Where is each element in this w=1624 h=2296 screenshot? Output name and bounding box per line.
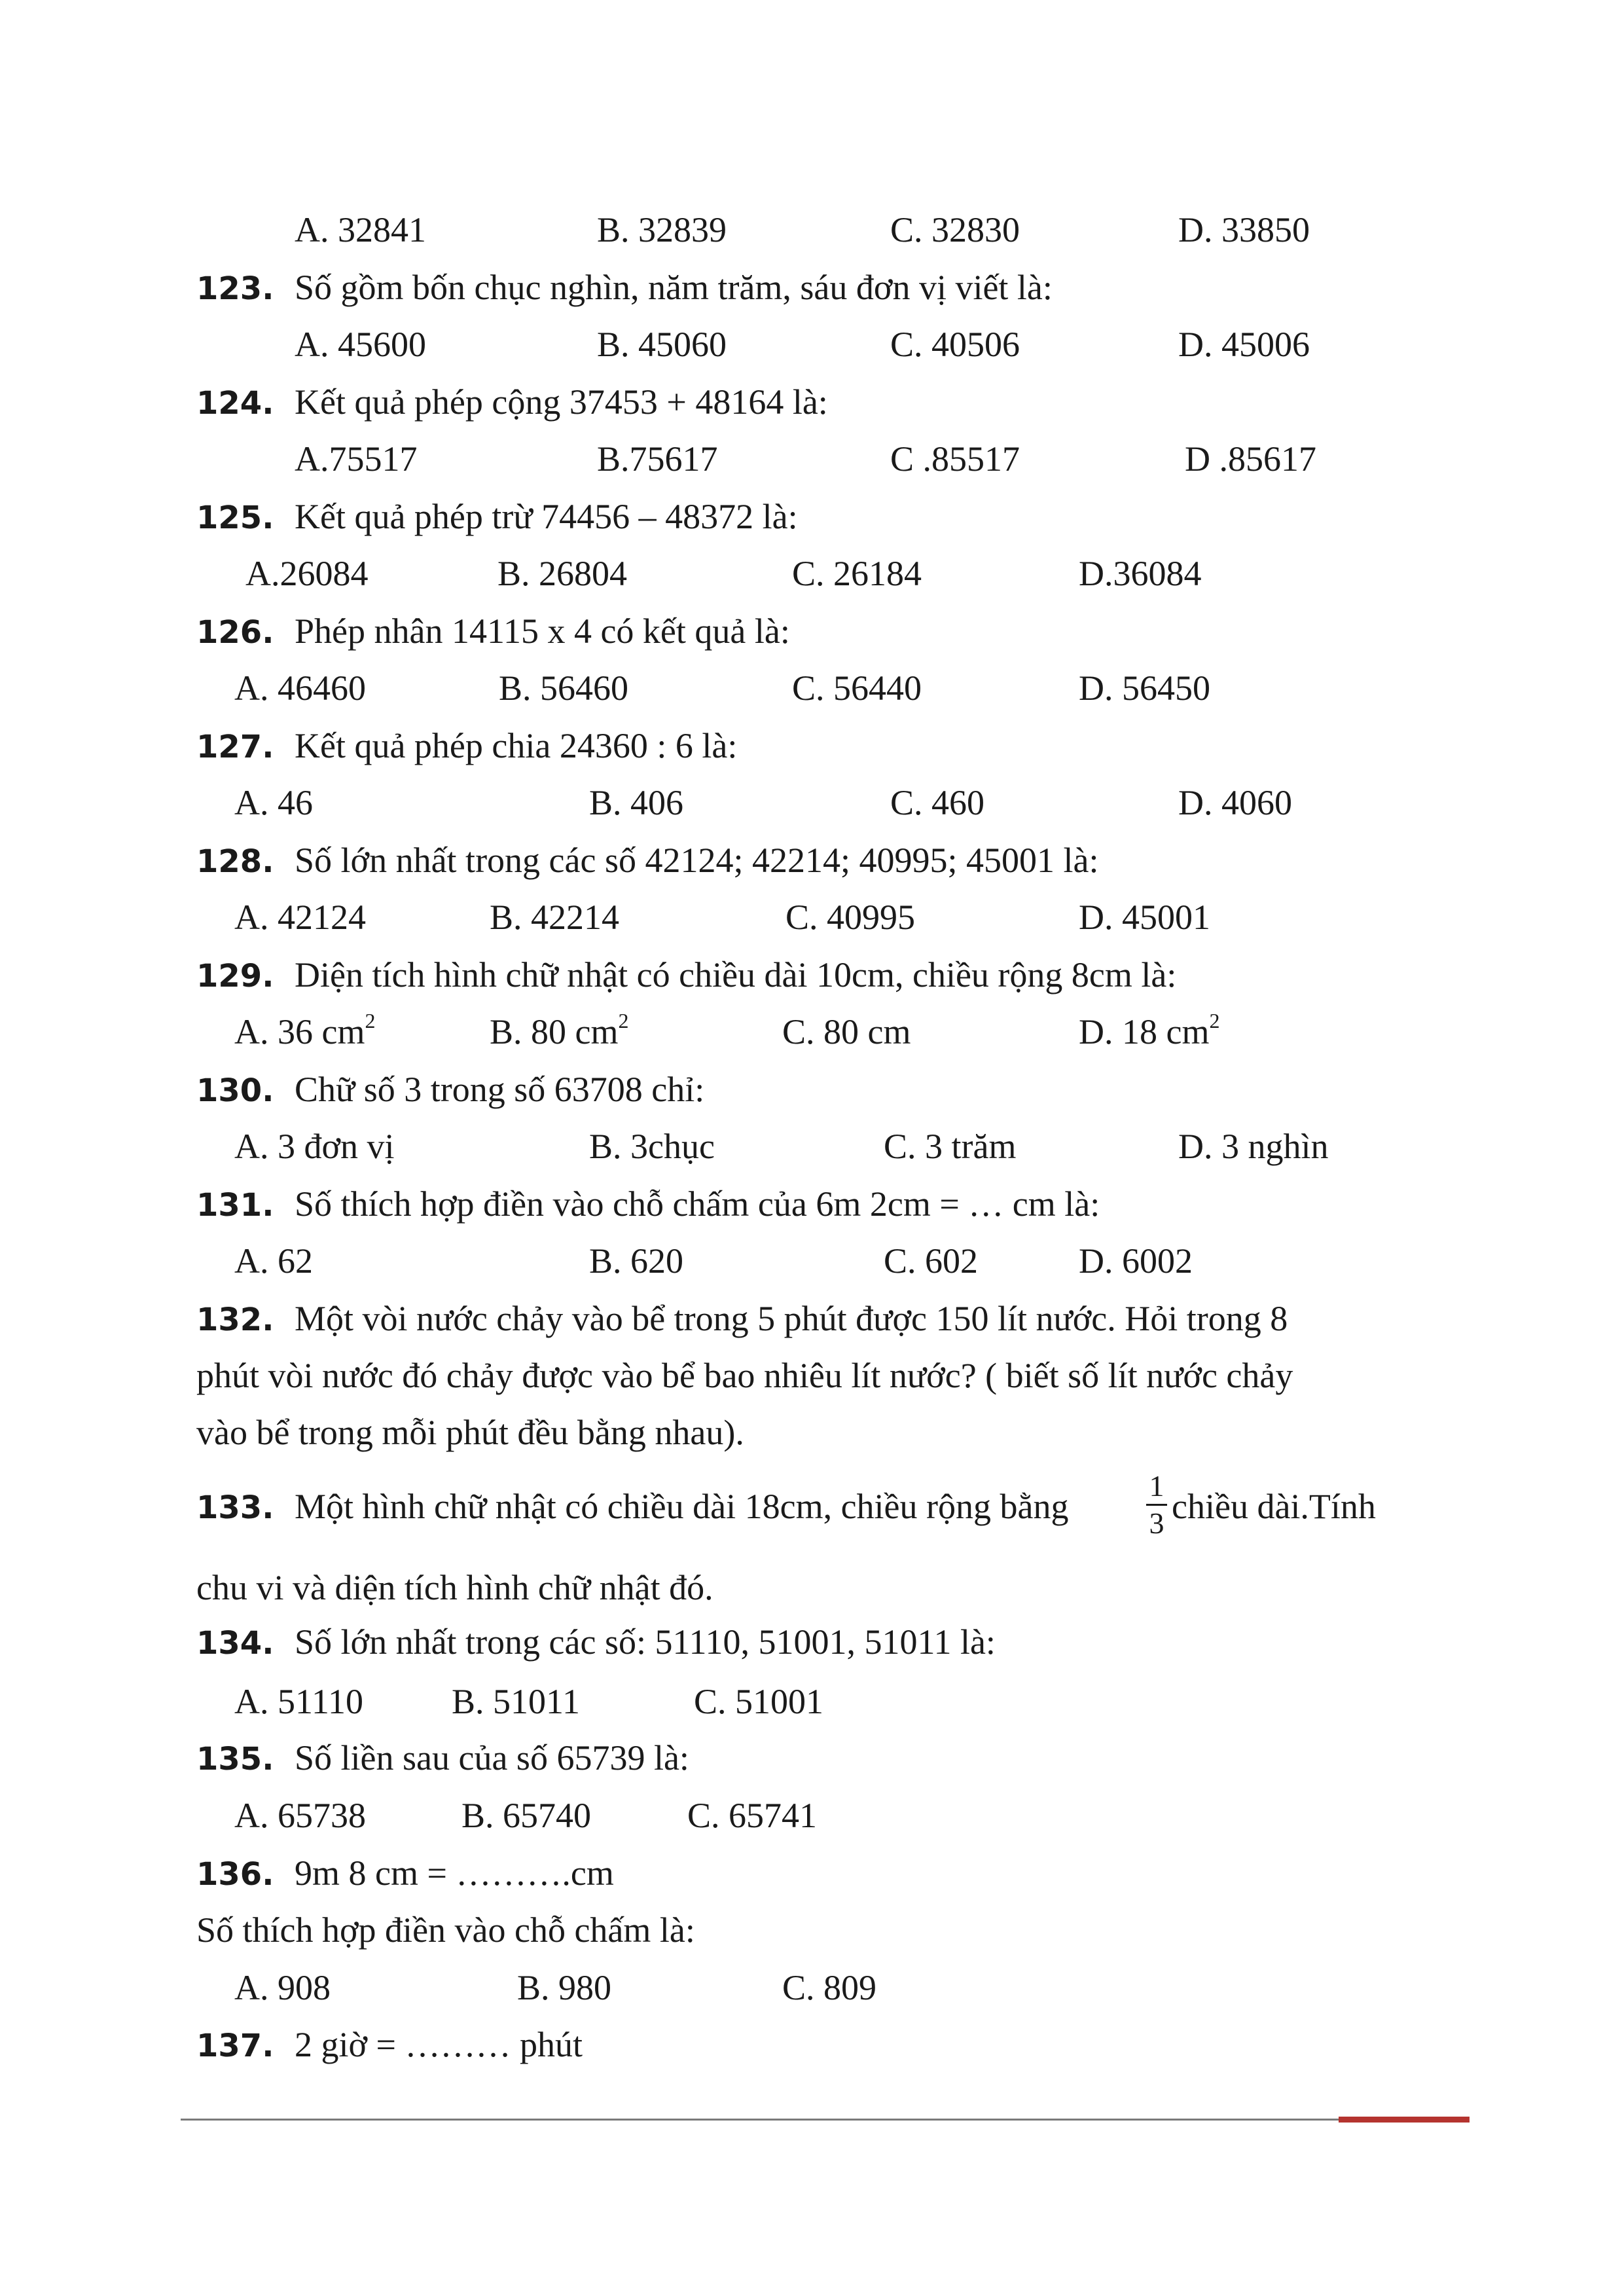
option-c: C. 40506	[890, 325, 1020, 364]
squared-exponent: 2	[618, 1009, 629, 1032]
question-number: 137.	[196, 2028, 274, 2064]
question-number: 133.	[196, 1489, 274, 1526]
question-number: 126.	[196, 614, 274, 651]
option-b: B. 3chục	[589, 1127, 715, 1166]
question-text: Kết quả phép cộng 37453 + 48164 là:	[295, 382, 828, 422]
question-text: 9m 8 cm = ……….cm	[295, 1853, 614, 1893]
question-text: Diện tích hình chữ nhật có chiều dài 10cm, chiều rộng 8cm là:	[295, 955, 1177, 994]
option-d: D. 6002	[1079, 1241, 1193, 1281]
question-number: 132.	[196, 1302, 274, 1338]
option-a: A. 62	[234, 1241, 313, 1281]
option-a: A. 3 đơn vị	[234, 1127, 395, 1166]
option-b: B. 65740	[461, 1796, 592, 1835]
option-a: A. 46	[234, 783, 313, 822]
option-c: C. 3 trăm	[884, 1127, 1017, 1166]
footer-accent-bar	[1339, 2117, 1470, 2123]
question-number: 131.	[196, 1187, 274, 1224]
option-c: C. 80 cm	[782, 1012, 911, 1051]
option-b: B. 620	[589, 1241, 684, 1281]
question-text: Phép nhân 14115 x 4 có kết quả là:	[295, 611, 790, 651]
fraction-one-third	[1144, 1470, 1170, 1540]
question-number: 124.	[196, 385, 274, 422]
option-b-text: B. 80 cm	[490, 1012, 619, 1051]
question-number: 136.	[196, 1856, 274, 1893]
option-a: A. 45600	[295, 325, 426, 364]
question-text-line-2: phút vòi nước đó chảy được vào bể bao nhiêu lít nước? ( biết số lít nước chảy	[196, 1356, 1293, 1395]
option-b: B. 51011	[452, 1682, 581, 1721]
question-text-line-3: vào bể trong mỗi phút đều bằng nhau).	[196, 1413, 744, 1452]
question-number: 135.	[196, 1741, 274, 1777]
question-number: 127.	[196, 729, 274, 765]
option-d-text: D. 18 cm	[1079, 1012, 1210, 1051]
option-c: C. 51001	[694, 1682, 824, 1721]
option-b: B. 26804	[497, 554, 628, 593]
question-number: 129.	[196, 958, 274, 994]
option-c: C. 809	[782, 1968, 877, 2007]
option-b: B. 45060	[597, 325, 727, 364]
option-c: C. 26184	[792, 554, 922, 593]
squared-exponent: 2	[1209, 1009, 1220, 1032]
question-text-line-2: chu vi và diện tích hình chữ nhật đó.	[196, 1568, 713, 1607]
q122-option-b: B. 32839	[597, 210, 727, 249]
option-a: A. 42124	[234, 898, 366, 937]
option-a: A.26084	[245, 554, 369, 593]
question-text: Số thích hợp điền vào chỗ chấm của 6m 2cm = … cm là:	[295, 1184, 1100, 1224]
option-b: B. 56460	[499, 668, 629, 708]
question-text: Chữ số 3 trong số 63708 chỉ:	[295, 1070, 705, 1109]
question-text: Số liền sau của số 65739 là:	[295, 1738, 689, 1777]
question-text: Kết quả phép trừ 74456 – 48372 là:	[295, 497, 798, 536]
option-d: D. 4060	[1178, 783, 1292, 822]
squared-exponent: 2	[365, 1009, 376, 1032]
question-text: Số lớn nhất trong các số: 51110, 51001, 51011 là:	[295, 1622, 996, 1662]
question-text: Kết quả phép chia 24360 : 6 là:	[295, 726, 738, 765]
option-a-text: A. 36 cm	[234, 1012, 365, 1051]
option-a: A.75517	[295, 439, 418, 479]
question-text: 2 giờ = ……… phút	[295, 2025, 583, 2064]
option-a: A. 46460	[234, 668, 366, 708]
option-d: D. 45006	[1178, 325, 1310, 364]
option-b: B.75617	[597, 439, 718, 479]
option-d: D. 3 nghìn	[1178, 1127, 1329, 1166]
option-c: C. 460	[890, 783, 985, 822]
option-d	[1079, 1010, 1219, 1053]
question-number: 130.	[196, 1072, 274, 1109]
option-a: A. 51110	[234, 1682, 363, 1721]
q122-option-a: A. 32841	[295, 210, 426, 249]
option-c: C. 56440	[792, 668, 922, 708]
option-c: C. 602	[884, 1241, 979, 1281]
question-number: 125.	[196, 500, 274, 536]
option-b: B. 406	[589, 783, 684, 822]
q122-option-d: D. 33850	[1178, 210, 1310, 249]
option-b: B. 980	[517, 1968, 612, 2007]
option-d: D. 45001	[1079, 898, 1210, 937]
question-text: Số gồm bốn chục nghìn, năm trăm, sáu đơn vị viết là:	[295, 268, 1053, 307]
fraction-denominator: 3	[1149, 1506, 1164, 1540]
footer-divider	[181, 2119, 1464, 2121]
question-number: 134.	[196, 1625, 274, 1662]
question-text-line-2: Số thích hợp điền vào chỗ chấm là:	[196, 1910, 695, 1950]
question-text: Số lớn nhất trong các số 42124; 42214; 40995; 45001 là:	[295, 841, 1099, 880]
fraction-bar	[1146, 1504, 1167, 1506]
question-text-line-1: Một vòi nước chảy vào bể trong 5 phút được 150 lít nước. Hỏi trong 8	[295, 1299, 1288, 1338]
option-d: D. 56450	[1079, 668, 1210, 708]
fraction-numerator: 1	[1149, 1469, 1164, 1503]
question-text-before-fraction: Một hình chữ nhật có chiều dài 18cm, chiều rộng bằng	[295, 1487, 1069, 1526]
option-b	[490, 1010, 629, 1053]
option-c: C .85517	[890, 439, 1020, 479]
question-number: 123.	[196, 270, 274, 307]
option-d: D.36084	[1079, 554, 1202, 593]
question-text-after-fraction: chiều dài.Tính	[1172, 1487, 1376, 1526]
option-c: C. 65741	[687, 1796, 818, 1835]
option-b: B. 42214	[490, 898, 620, 937]
option-d: D .85617	[1185, 439, 1316, 479]
option-c: C. 40995	[785, 898, 916, 937]
q122-option-c: C. 32830	[890, 210, 1020, 249]
option-a: A. 908	[234, 1968, 331, 2007]
option-a: A. 65738	[234, 1796, 366, 1835]
question-number: 128.	[196, 843, 274, 880]
option-a	[234, 1010, 375, 1053]
